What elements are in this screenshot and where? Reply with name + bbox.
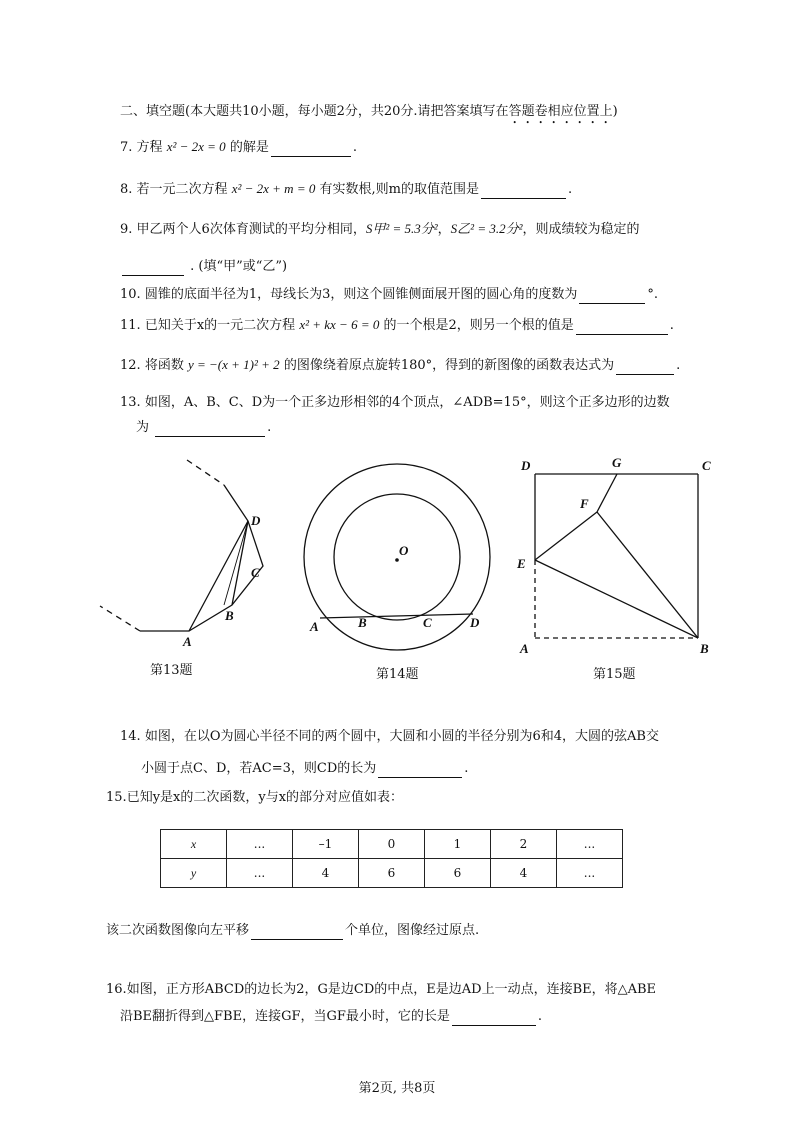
question-14-line2 xyxy=(141,760,468,778)
table-cell: 2 xyxy=(491,830,557,859)
q9-variance-yi: S乙² = 3.2分² xyxy=(450,221,523,236)
question-8 xyxy=(120,180,572,199)
table-cell: x xyxy=(161,830,227,859)
section-heading xyxy=(120,103,618,127)
q11-equation: x² + kx − 6 = 0 xyxy=(299,317,380,332)
fig13-label-B: B xyxy=(225,608,234,623)
q16-answer-blank[interactable] xyxy=(452,1011,536,1026)
fig14-label-A: A xyxy=(310,619,319,634)
q13-end: . xyxy=(267,420,272,435)
page-footer: 第2页, 共8页 xyxy=(358,1081,436,1096)
fig14-label-C: C xyxy=(423,615,432,630)
q7-text: 方程 xyxy=(136,140,163,155)
q15-value-table xyxy=(160,829,623,888)
q15-text-post: 个单位，图像经过原点. xyxy=(345,923,480,938)
question-9 xyxy=(120,220,640,239)
table-cell: –1 xyxy=(293,830,359,859)
q9-variance-jia: S甲² = 5.3分² xyxy=(365,221,438,236)
fig14-center-point xyxy=(395,558,399,562)
question-16-line2 xyxy=(120,1008,542,1026)
question-15-after xyxy=(106,922,479,940)
q11-text-post: 的一个根是2，则另一个根的值是 xyxy=(383,318,574,333)
q12-answer-blank[interactable] xyxy=(616,360,674,375)
fig13-segment-AD xyxy=(189,521,248,631)
q7-text-post: 的解是 xyxy=(229,140,269,155)
fig14-label-O: O xyxy=(399,543,409,558)
q8-answer-blank[interactable] xyxy=(481,184,566,199)
fig14-label-D: D xyxy=(470,615,480,630)
q8-number: 8. xyxy=(120,182,133,197)
fig15-caption: 第15题 xyxy=(593,667,636,682)
q13-text-line2: 为 xyxy=(136,420,150,435)
table-row xyxy=(161,830,623,859)
fig13-segment-BD xyxy=(232,521,248,605)
fig14-small-circle xyxy=(334,494,460,620)
q12-end: . xyxy=(676,358,681,373)
fig15-label-F: F xyxy=(580,496,589,511)
q15-text: 已知y是x的二次函数，y与x的部分对应值如表： xyxy=(126,790,404,805)
question-13-line2 xyxy=(136,419,271,437)
q15-answer-blank[interactable] xyxy=(251,925,343,940)
q16-text-line2: 沿BE翻折得到△FBE，连接GF，当GF最小时，它的长是 xyxy=(120,1009,450,1024)
question-11 xyxy=(120,316,674,335)
fig13-polygon-edges xyxy=(140,485,263,631)
fig15-label-D: D xyxy=(521,458,531,473)
section-heading-text: 二、填空题(本大题共10小题，每小题2分，共20分.请把答案填写在 xyxy=(120,104,509,119)
fig13-label-A: A xyxy=(183,634,192,649)
q13-number: 13. xyxy=(120,395,141,410)
table-cell: 4 xyxy=(491,859,557,888)
fig13-dashed-edge-left xyxy=(100,606,140,631)
q7-equation: x² − 2x = 0 xyxy=(166,139,226,154)
q10-answer-blank[interactable] xyxy=(579,289,645,304)
fig13-dashed-edge-top xyxy=(187,460,224,485)
fig15-segment-FG xyxy=(597,474,617,512)
question-14 xyxy=(120,728,659,746)
table-cell: y xyxy=(161,859,227,888)
q10-number: 10. xyxy=(120,287,141,302)
fig14-label-B: B xyxy=(358,615,367,630)
fig15-label-E: E xyxy=(517,556,526,571)
question-15 xyxy=(106,789,403,807)
q9-text-post: ，则成绩较为稳定的 xyxy=(522,222,640,237)
table-cell: 0 xyxy=(359,830,425,859)
table-cell: 6 xyxy=(359,859,425,888)
q11-answer-blank[interactable] xyxy=(576,320,668,335)
fig13-label-D: D xyxy=(251,513,261,528)
fig15-label-G: G xyxy=(612,455,622,470)
table-cell: ... xyxy=(557,859,623,888)
q11-end: . xyxy=(669,318,674,333)
section-heading-close: ) xyxy=(612,104,618,119)
q7-end: . xyxy=(352,140,357,155)
fig13-caption: 第13题 xyxy=(150,663,193,678)
question-10 xyxy=(120,286,658,304)
q8-end: . xyxy=(567,182,573,197)
q16-end: . xyxy=(537,1009,543,1024)
fig15-label-C: C xyxy=(702,458,711,473)
q10-text: 圆锥的底面半径为1，母线长为3，则这个圆锥侧面展开图的圆心角的度数为 xyxy=(144,287,578,302)
q15-text-pre: 该二次函数图像向左平移 xyxy=(106,923,250,938)
q10-end: °. xyxy=(647,287,659,302)
q12-text-post: 的图像绕着原点旋转180°，得到的新图像的函数表达式为 xyxy=(283,358,615,373)
fig13-segment-helper xyxy=(224,521,248,605)
table-cell: 6 xyxy=(425,859,491,888)
q11-text: 已知关于x的一元二次方程 xyxy=(144,318,296,333)
q7-number: 7. xyxy=(120,140,133,155)
fig14-chord-AB xyxy=(320,614,473,618)
figures-row xyxy=(0,440,794,690)
table-cell: 4 xyxy=(293,859,359,888)
fig13-label-C: C xyxy=(251,565,260,580)
q9-answer-blank[interactable] xyxy=(122,261,184,276)
question-16 xyxy=(106,981,656,999)
fig15-label-B: B xyxy=(700,641,709,656)
question-7 xyxy=(120,138,357,157)
q8-text-post: 有实数根,则m的取值范围是 xyxy=(319,182,479,197)
q12-number: 12. xyxy=(120,358,141,373)
q12-function: y = −(x + 1)² + 2 xyxy=(187,357,280,372)
q9-hint: . (填“甲”或“乙”) xyxy=(190,259,288,274)
question-9-line2 xyxy=(120,258,287,276)
q13-text: 如图，A、B、C、D为一个正多边形相邻的4个顶点，∠ADB=15°，则这个正多边形的边数 xyxy=(144,395,670,410)
q8-equation: x² − 2x + m = 0 xyxy=(231,181,316,196)
q13-answer-blank[interactable] xyxy=(155,422,265,437)
q12-text: 将函数 xyxy=(144,358,184,373)
figure-13 xyxy=(100,460,263,631)
q14-end: . xyxy=(464,761,469,776)
q9-separator: ， xyxy=(437,222,451,237)
q14-text-line2: 小圆于点C、D，若AC=3，则CD的长为 xyxy=(141,761,377,776)
q16-text: 如图，正方形ABCD的边长为2，G是边CD的中点，E是边AD上一动点，连接BE，将△ABE xyxy=(126,982,657,997)
q14-answer-blank[interactable] xyxy=(378,763,462,778)
table-cell: ... xyxy=(557,830,623,859)
q11-number: 11. xyxy=(120,318,141,333)
table-cell: ... xyxy=(227,859,293,888)
fig15-label-A: A xyxy=(520,641,529,656)
fig15-segment-FB xyxy=(597,512,698,638)
q16-number: 16. xyxy=(106,982,127,997)
q9-number: 9. xyxy=(120,222,133,237)
q14-text: 如图，在以O为圆心半径不同的两个圆中，大圆和小圆的半径分别为6和4，大圆的弦AB交 xyxy=(144,729,659,744)
figure-14 xyxy=(304,464,490,650)
fig14-caption: 第14题 xyxy=(376,667,419,682)
section-heading-emphasis: 答题卷相应位置上 xyxy=(508,104,613,119)
q14-number: 14. xyxy=(120,729,141,744)
q7-answer-blank[interactable] xyxy=(271,142,351,157)
q15-number: 15. xyxy=(106,790,127,805)
fig15-segment-EF xyxy=(535,512,597,560)
figure-15 xyxy=(535,474,698,638)
q8-text: 若一元二次方程 xyxy=(136,182,228,197)
fig14-large-circle xyxy=(304,464,490,650)
fig15-segment-EB xyxy=(535,560,698,638)
table-row xyxy=(161,859,623,888)
table-cell: 1 xyxy=(425,830,491,859)
question-13 xyxy=(120,394,670,412)
table-cell: ... xyxy=(227,830,293,859)
question-12 xyxy=(120,356,680,375)
q9-text: 甲乙两个人6次体育测试的平均分相同， xyxy=(136,222,366,237)
